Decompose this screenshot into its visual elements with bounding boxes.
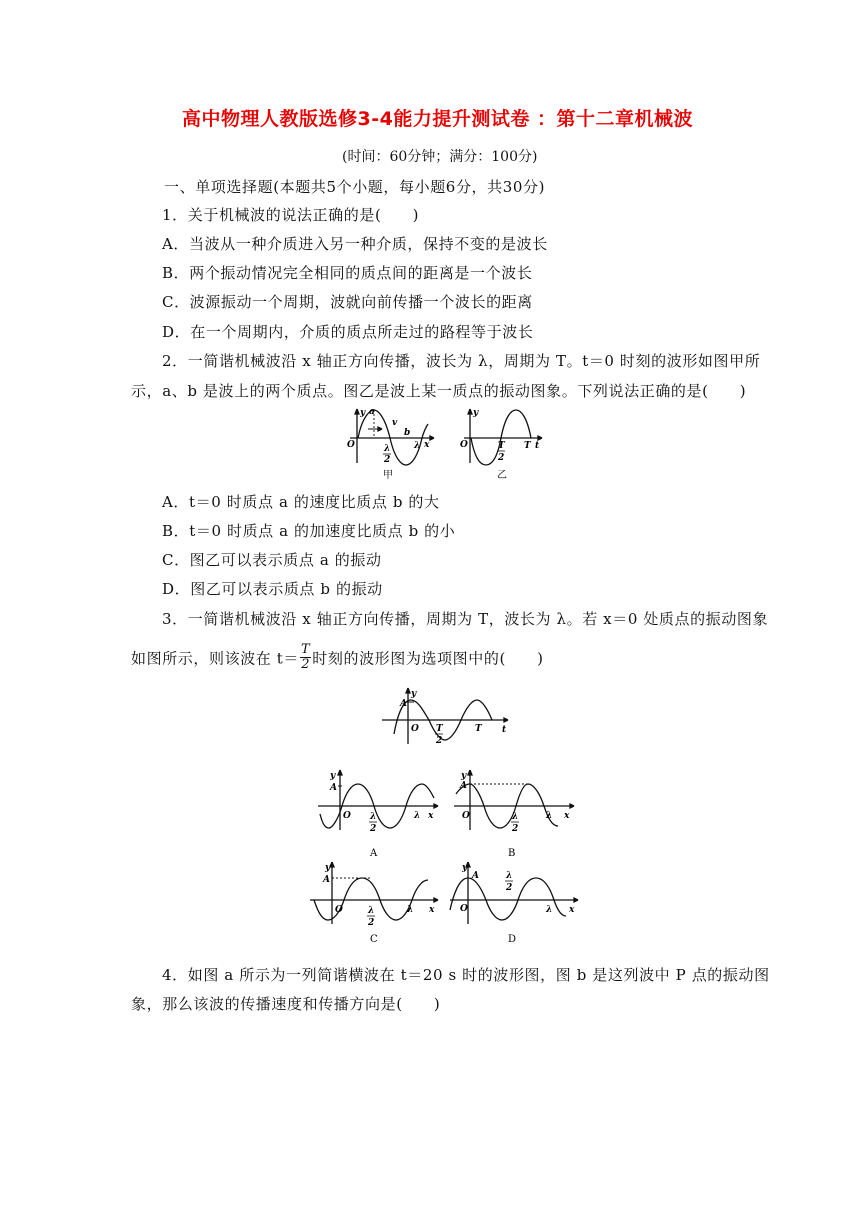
gc-A-label: A	[323, 875, 330, 885]
option-a-caption: A	[370, 848, 378, 859]
q3-stem-post: 时刻的波形图为选项图中的( )	[312, 649, 544, 668]
q2-option-b: B．t＝0 时质点 a 的加速度比质点 b 的小	[162, 522, 456, 540]
q3g-t-label: t	[502, 725, 507, 735]
gb-half-lambda-den: 2	[512, 824, 519, 834]
time-info: (时间：60分钟；满分：100分)	[342, 149, 538, 165]
gd-half-lambda-den: 2	[506, 883, 513, 893]
q3g-y-label: y	[411, 689, 417, 699]
q3g-T-label: T	[475, 724, 482, 734]
q2-stem-line1: 2．一简谐机械波沿 x 轴正方向传播，波长为 λ，周期为 T。t＝0 时刻的波形如图甲所	[162, 352, 761, 370]
page-title: 高中物理人教版选修3-4能力提升测试卷 ：第十二章机械波	[182, 108, 693, 130]
gc-origin-label: O	[335, 905, 343, 915]
jia-y-label: y	[360, 408, 366, 418]
q3g-origin-label: O	[411, 724, 419, 734]
jia-origin-label: O	[347, 440, 355, 450]
q3g-A-label: A	[400, 699, 407, 709]
q2-option-d: D．图乙可以表示质点 b 的振动	[162, 580, 383, 598]
q3g-half-T-num: T	[436, 724, 443, 734]
q2-option-a: A．t＝0 时质点 a 的速度比质点 b 的大	[162, 493, 440, 511]
section-heading: 一、单项选择题(本题共5个小题，每小题6分，共30分)	[164, 178, 546, 196]
gc-y-label: y	[325, 863, 331, 873]
yi-half-T-num: T	[498, 441, 505, 451]
option-d-caption: D	[508, 934, 517, 945]
gd-x-label: x	[569, 905, 575, 915]
gc-x-label: x	[429, 905, 435, 915]
gb-A-label: A	[460, 781, 467, 791]
yi-t-label: t	[535, 441, 540, 451]
q4-stem-line1: 4．如图 a 所示为一列简谐横波在 t＝20 s 时的波形图，图 b 是这列波中 P 点的振动图	[162, 966, 770, 984]
q3-option-graph-c	[306, 856, 446, 952]
q1-option-d: D．在一个周期内，介质的质点所走过的路程等于波长	[162, 323, 534, 341]
q3-vibration-graph	[378, 684, 518, 748]
q3-fraction: $\frac{T}{2}$	[301, 642, 311, 672]
figure-jia-caption: 甲	[383, 470, 393, 481]
q1-stem: 1．关于机械波的说法正确的是( )	[162, 206, 420, 224]
gb-origin-label: O	[462, 811, 470, 821]
q1-option-b: B．两个振动情况完全相同的质点间的距离是一个波长	[162, 264, 533, 282]
ga-half-lambda-num: λ	[370, 812, 377, 822]
q3g-half-T-den: 2	[436, 736, 443, 746]
ga-origin-label: O	[343, 811, 351, 821]
option-c-caption: C	[370, 934, 378, 945]
yi-origin-label: O	[460, 440, 468, 450]
ga-lambda-label: λ	[414, 811, 421, 821]
jia-half-lambda-num: λ	[384, 444, 391, 454]
ga-y-label: y	[330, 771, 336, 781]
ga-A-label: A	[330, 783, 337, 793]
gb-x-label: x	[564, 811, 570, 821]
q3-option-graph-d	[446, 856, 586, 952]
gd-A-label: A	[472, 871, 479, 881]
yi-y-label: y	[473, 408, 479, 418]
gd-lambda-label: λ	[546, 905, 553, 915]
jia-lambda-label: λ	[414, 441, 421, 451]
q1-option-a: A．当波从一种介质进入另一种介质，保持不变的是波长	[162, 235, 548, 253]
q4-stem-line2: 象，那么该波的传播速度和传播方向是( )	[131, 995, 441, 1013]
jia-x-label: x	[424, 440, 430, 450]
yi-T-label: T	[524, 441, 531, 451]
gc-half-lambda-num: λ	[368, 906, 375, 916]
gb-half-lambda-num: λ	[512, 812, 519, 822]
q2-figures	[340, 405, 560, 483]
figure-yi-caption: 乙	[497, 470, 507, 481]
gd-y-label: y	[462, 863, 468, 873]
q1-option-c: C．波源振动一个周期，波就向前传播一个波长的距离	[162, 293, 533, 311]
ga-half-lambda-den: 2	[370, 824, 377, 834]
jia-a-label: a	[369, 407, 375, 417]
ga-x-label: x	[428, 811, 434, 821]
jia-v-label: v	[392, 418, 398, 428]
gb-lambda-label: λ	[546, 811, 553, 821]
q3-stem-line2	[131, 642, 544, 674]
jia-half-lambda-den: 2	[384, 455, 391, 465]
gc-half-lambda-den: 2	[368, 918, 375, 928]
jia-b-label: b	[404, 428, 411, 438]
gc-lambda-label: λ	[407, 905, 414, 915]
yi-half-T-den: 2	[498, 453, 505, 463]
q3-stem-pre: 如图所示，则该波在 t＝	[131, 649, 299, 668]
gd-origin-label: O	[460, 904, 468, 914]
q3-option-graph-a	[314, 764, 444, 860]
q3-option-graph-b	[450, 764, 580, 860]
gb-y-label: y	[461, 771, 467, 781]
q3-stem-line1: 3．一简谐机械波沿 x 轴正方向传播，周期为 T，波长为 λ。若 x＝0 处质点的振动图象	[162, 610, 769, 628]
gd-half-lambda-num: λ	[506, 871, 513, 881]
q2-stem-line2: 示，a、b 是波上的两个质点。图乙是波上某一质点的振动图象。下列说法正确的是( )	[131, 382, 747, 400]
option-b-caption: B	[508, 848, 516, 859]
q2-option-c: C．图乙可以表示质点 a 的振动	[162, 551, 382, 569]
